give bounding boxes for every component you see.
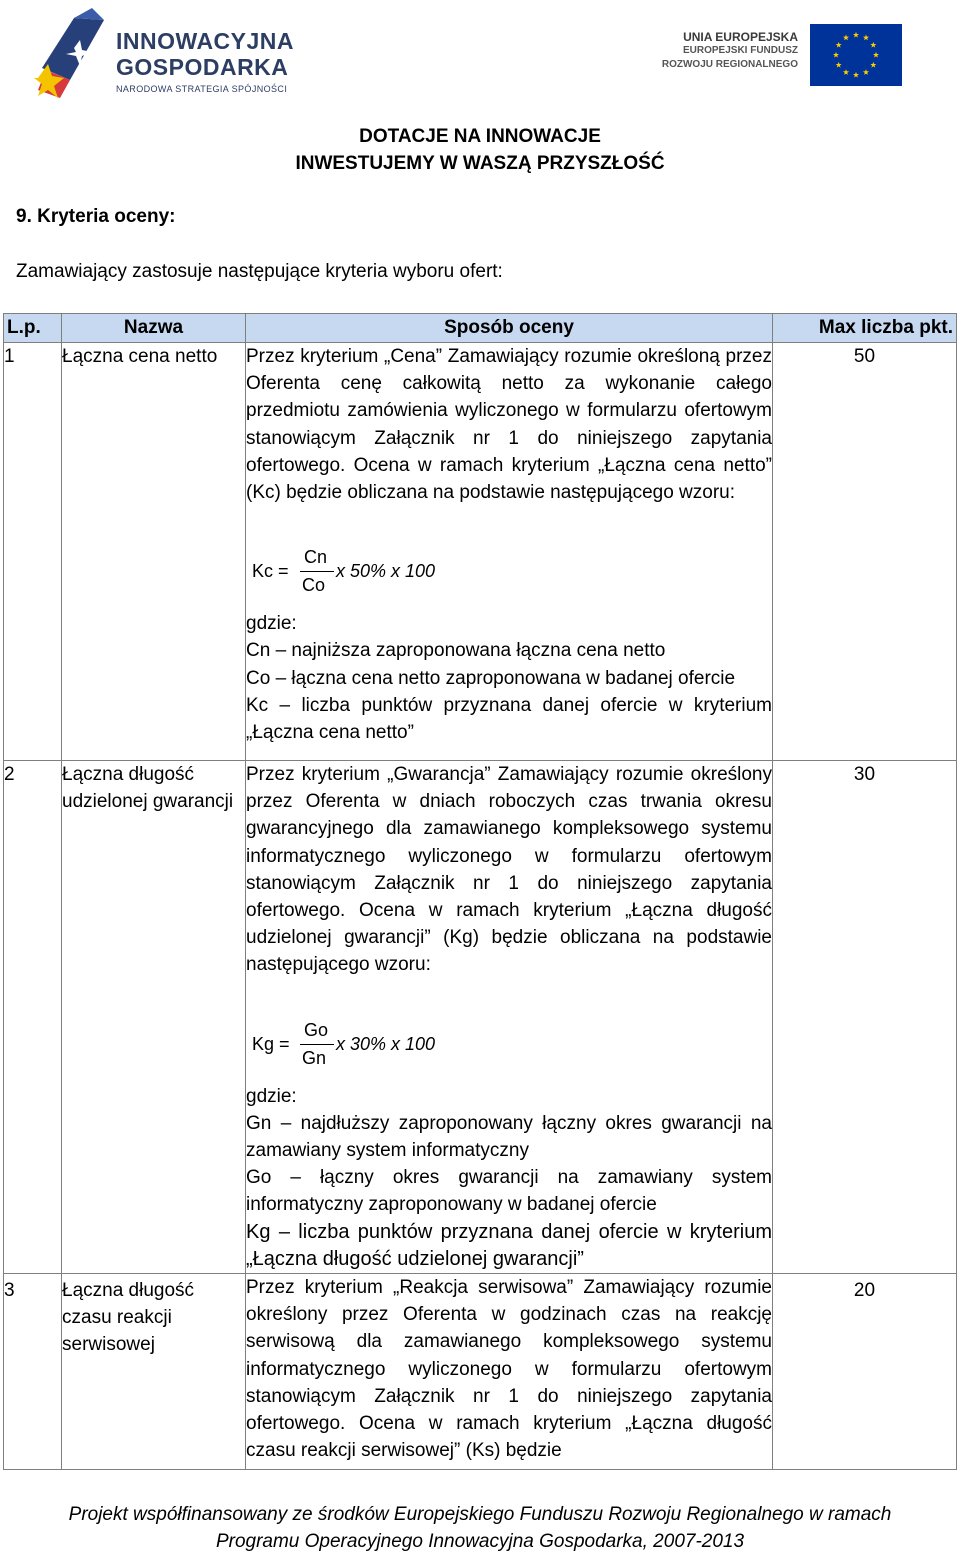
- definition-3: Kc – liczba punktów przyznana danej ofercie w kryterium „Łączna cena netto”: [246, 694, 772, 744]
- formula-denominator: Co: [302, 575, 326, 596]
- header-lp: L.p.: [4, 314, 62, 343]
- logo-left-line1: INNOWACYJNA: [116, 28, 295, 54]
- formula-denominator: Gn: [302, 1047, 327, 1068]
- criterion-name: Łączna cena netto: [62, 343, 246, 761]
- formula: [248, 544, 772, 600]
- criteria-table: [3, 313, 957, 1470]
- criterion-method: [246, 1274, 773, 1470]
- criterion-method: [246, 761, 773, 1274]
- slogan-line2: INWESTUJEMY W WASZĄ PRZYSZŁOŚĆ: [295, 153, 665, 174]
- max-points: 50: [773, 343, 957, 761]
- formula-rhs: x 30% x 100: [336, 1033, 436, 1054]
- innowacyjna-gospodarka-emblem-icon: [34, 8, 112, 100]
- header-method: Sposób oceny: [246, 314, 773, 343]
- table-header-row: [4, 314, 957, 343]
- section-title: 9. Kryteria oceny:: [16, 206, 176, 227]
- header-max-points: Max liczba pkt.: [773, 314, 957, 343]
- where-label: gdzie:: [246, 1085, 297, 1107]
- definition-1: Cn – najniższa zaproponowana łączna cena netto: [246, 640, 666, 662]
- method-description: Przez kryterium „Reakcja serwisowa” Zamawiający rozumie określony przez Oferenta w godzinach czas na reakcję serwisową dla zamawianego kompleksowego systemu informatycznego wyliczonego w formularzu ofertowym stanowiącym Załącznik nr 1 do niniejszego zapytania ofertowego. Ocena w ramach kryterium „Łączna długość czasu reakcji serwisowej” (Ks) będzie: [246, 1277, 772, 1462]
- innowacyjna-gospodarka-logo: [34, 8, 334, 100]
- method-description: Przez kryterium „Gwarancja” Zamawiający rozumie określony przez Oferenta w dniach roboczych czas trwania okresu gwarancyjnego dla zamawianego kompleksowego systemu informatycznego wyliczonego w formularzu ofertowym stanowiącym Załącznik nr 1 do niniejszego zapytania ofertowego. Ocena w ramach kryterium „Łączna długość udzielonej gwarancji” (Kg) będzie obliczana na podstawie następującego wzoru:: [246, 764, 772, 976]
- definition-2: Co – łączna cena netto zaproponowana w badanej ofercie: [246, 667, 736, 689]
- formula-lhs: Kg =: [252, 1033, 290, 1054]
- slogan-line1: DOTACJE NA INNOWACJE: [359, 126, 601, 147]
- definition-2: Go – łączny okres gwarancji na zamawiany system informatyczny zaproponowany w badanej ofercie: [246, 1167, 772, 1216]
- logo-left-line3: NARODOWA STRATEGIA SPÓJNOŚCI: [116, 84, 288, 94]
- eu-logo-line3: ROZWOJU REGIONALNEGO: [661, 59, 798, 70]
- max-points: 30: [773, 761, 957, 1274]
- definition-1: Gn – najdłuższy zaproponowany łączny okres gwarancji na zamawiany system informatyczny: [246, 1112, 772, 1162]
- formula-numerator: Go: [304, 1019, 329, 1040]
- eu-logo-line1: UNIA EUROPEJSKA: [683, 30, 798, 44]
- table-row: [4, 343, 957, 761]
- row-number: 3: [4, 1274, 62, 1470]
- formula-lhs: Kc =: [252, 561, 289, 582]
- table-row: [4, 761, 957, 1274]
- formula-numerator: Cn: [304, 547, 328, 568]
- header-name: Nazwa: [62, 314, 246, 343]
- logo-left-line2: GOSPODARKA: [116, 54, 289, 80]
- criterion-name: Łączna długość udzielonej gwarancji: [62, 761, 246, 1274]
- max-points: 20: [773, 1274, 957, 1470]
- page-header: [0, 0, 960, 120]
- footer-line2: Programu Operacyjnego Innowacyjna Gospodarka, 2007-2013: [215, 1531, 745, 1552]
- row-number: 2: [4, 761, 62, 1274]
- eu-logo: [640, 24, 902, 88]
- table-row: [4, 1274, 957, 1470]
- where-label: gdzie:: [246, 613, 297, 635]
- criterion-name: Łączna długość czasu reakcji serwisowej: [62, 1274, 246, 1470]
- method-description: Przez kryterium „Cena” Zamawiający rozumie określoną przez Oferenta cenę całkowitą netto za wykonanie całego przedmiotu zamówienia wyliczonego w formularzu ofertowym stanowiącym Załącznik nr 1 do niniejszego zapytania ofertowego. Ocena w ramach kryterium „Łączna cena netto” (Kc) będzie obliczana na podstawie następującego wzoru:: [246, 346, 772, 504]
- formula-rhs: x 50% x 100: [336, 561, 436, 582]
- intro-text: Zamawiający zastosuje następujące kryteria wyboru ofert:: [16, 261, 503, 282]
- eu-logo-line2: EUROPEJSKI FUNDUSZ: [682, 45, 798, 56]
- row-number: 1: [4, 343, 62, 761]
- eu-logo-text: [662, 30, 798, 72]
- definition-3: Kg – liczba punktów przyznana danej ofercie w kryterium „Łączna długość udzielonej gwarancji”: [246, 1220, 772, 1270]
- footer-line1: Projekt współfinansowany ze środków Europejskiego Funduszu Rozwoju Regionalnego w ramach: [68, 1504, 892, 1525]
- criterion-method: [246, 343, 773, 761]
- eu-flag-icon: [810, 24, 902, 86]
- formula: [248, 1017, 772, 1073]
